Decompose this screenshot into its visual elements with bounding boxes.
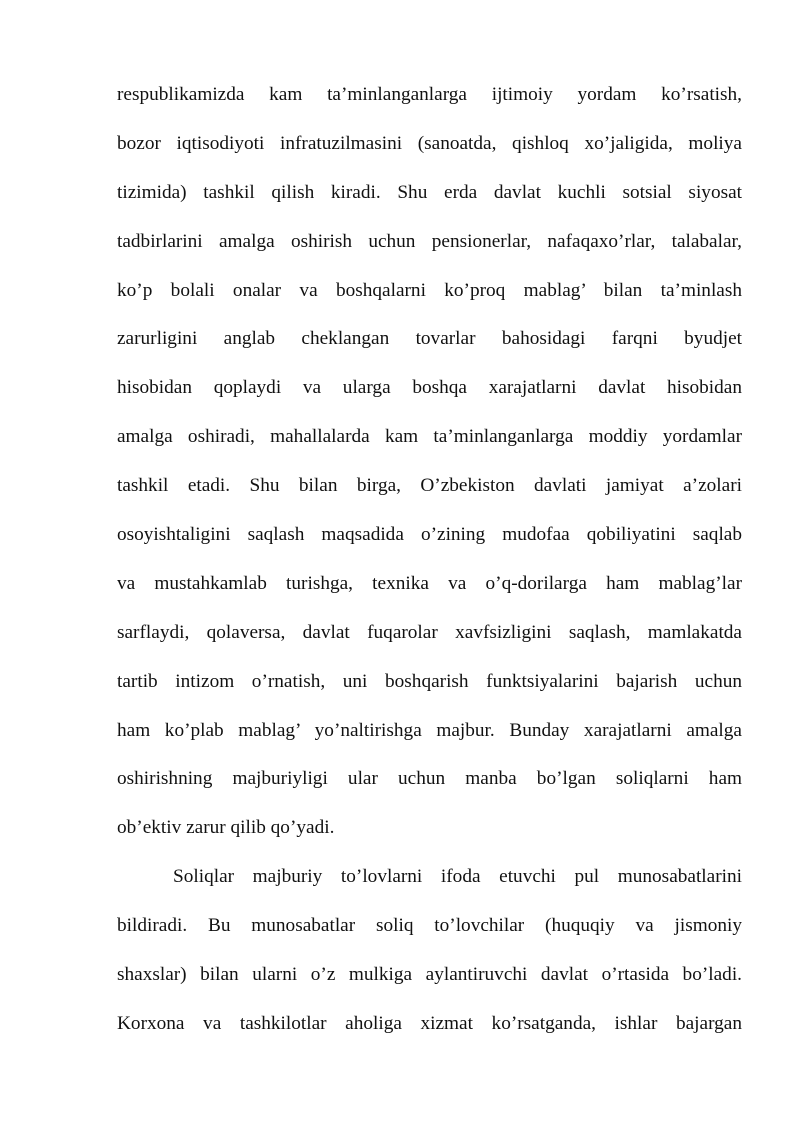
text-line: oshirishning majburiyligi ular uchun manba bo’lgan soliqlarni ham: [117, 768, 742, 790]
text-line: sarflaydi, qolaversa, davlat fuqarolar xavfsizligini saqlash, mamlakatda: [117, 621, 742, 643]
text-line: ob’ektiv zarur qilib qo’yadi.: [117, 817, 335, 839]
text-line: va mustahkamlab turishga, texnika va o’q-dorilarga ham mablag’lar: [117, 572, 742, 594]
text-line: ko’p bolali onalar va boshqalarni ko’proq mablag’ bilan ta’minlash: [117, 279, 742, 301]
text-line: zarurligini anglab cheklangan tovarlar bahosidagi farqni byudjet: [117, 328, 742, 350]
text-line: tashkil etadi. Shu bilan birga, O’zbekiston davlati jamiyat a’zolari: [117, 475, 742, 497]
text-line: tadbirlarini amalga oshirish uchun pensionerlar, nafaqaxo’rlar, talabalar,: [117, 230, 742, 252]
text-line: bildiradi. Bu munosabatlar soliq to’lovchilar (huquqiy va jismoniy: [117, 915, 742, 937]
text-line: ham ko’plab mablag’ yo’naltirishga majbur. Bunday xarajatlarni amalga: [117, 719, 742, 741]
text-line: hisobidan qoplaydi va ularga boshqa xarajatlarni davlat hisobidan: [117, 377, 742, 399]
document-body: [117, 75, 742, 1053]
text-line: shaxslar) bilan ularni o’z mulkiga aylantiruvchi davlat o’rtasida bo’ladi.: [117, 964, 742, 986]
text-line: respublikamizda kam ta’minlanganlarga ijtimoiy yordam ko’rsatish,: [117, 84, 742, 105]
text-line: Korxona va tashkilotlar aholiga xizmat ko’rsatganda, ishlar bajargan: [117, 1012, 742, 1034]
text-line: bozor iqtisodiyoti infratuzilmasini (sanoatda, qishloq xo’jaligida, moliya: [117, 132, 742, 154]
text-line: amalga oshiradi, mahallalarda kam ta’minlanganlarga moddiy yordamlar: [117, 426, 742, 448]
text-line: Soliqlar majburiy to’lovlarni ifoda etuvchi pul munosabatlarini: [173, 866, 742, 888]
paragraph-2: [117, 857, 742, 1053]
text-line: tizimida) tashkil qilish kiradi. Shu erda davlat kuchli sotsial siyosat: [117, 181, 742, 203]
paragraph-1: [117, 75, 742, 857]
text-line: osoyishtaligini saqlash maqsadida o’zining mudofaa qobiliyatini saqlab: [117, 524, 742, 546]
text-line: tartib intizom o’rnatish, uni boshqarish funktsiyalarini bajarish uchun: [117, 670, 742, 692]
